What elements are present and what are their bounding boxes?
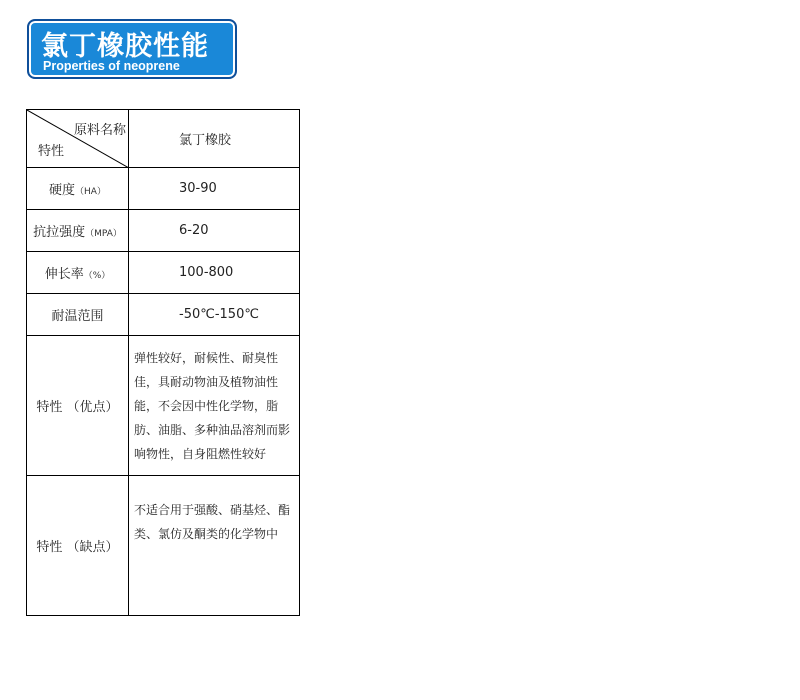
pros-label-cell	[27, 336, 129, 476]
header-property-label: 特性	[38, 144, 65, 159]
pros-label: 特性 （优点）	[36, 400, 119, 415]
table-row	[27, 168, 300, 210]
title-zh: 氯丁橡胶性能	[41, 31, 209, 62]
property-value: 6-20	[179, 223, 209, 238]
property-label: 硬度	[49, 183, 76, 198]
property-value: 30-90	[179, 181, 217, 196]
header-material-value: 氯丁橡胶	[179, 133, 232, 148]
title-en: Properties of neoprene	[43, 59, 180, 73]
property-value-cell	[129, 168, 300, 210]
table-row	[27, 294, 300, 336]
property-value-cell	[129, 210, 300, 252]
cons-text-cell	[129, 476, 300, 616]
property-value: -50℃-150℃	[179, 307, 259, 322]
property-unit: （%）	[83, 271, 111, 281]
header-material-name-label: 原料名称	[73, 123, 126, 138]
cons-label: 特性 （缺点）	[36, 540, 119, 555]
property-value-cell	[129, 294, 300, 336]
header-material-cell	[129, 110, 300, 168]
properties-table	[26, 109, 300, 616]
pros-text: 弹性较好，耐候性、耐臭性佳，具耐动物油及植物油性能，不会因中性化学物，脂肪、油脂、多种油品溶剂而影响物性，自身阻燃性较好	[134, 350, 291, 461]
cons-text: 不适合用于强酸、硝基烃、酯类、氯仿及酮类的化学物中	[134, 503, 291, 541]
property-value: 100-800	[179, 265, 234, 280]
property-label: 伸长率	[44, 267, 84, 282]
diagonal-header-cell	[27, 110, 129, 168]
property-label-cell	[27, 168, 129, 210]
property-label: 耐温范围	[51, 309, 104, 324]
property-unit: （HA）	[75, 187, 106, 197]
property-label-cell	[27, 294, 129, 336]
table-row	[27, 210, 300, 252]
property-label-cell	[27, 210, 129, 252]
cons-label-cell	[27, 476, 129, 616]
property-unit: （MPA）	[85, 229, 122, 239]
pros-row	[27, 336, 300, 476]
property-value-cell	[129, 252, 300, 294]
cons-row	[27, 476, 300, 616]
table-row	[27, 252, 300, 294]
table-header-row	[27, 110, 300, 168]
pros-text-cell	[129, 336, 300, 476]
property-label-cell	[27, 252, 129, 294]
title-badge	[27, 19, 237, 79]
property-label: 抗拉强度	[33, 225, 86, 240]
